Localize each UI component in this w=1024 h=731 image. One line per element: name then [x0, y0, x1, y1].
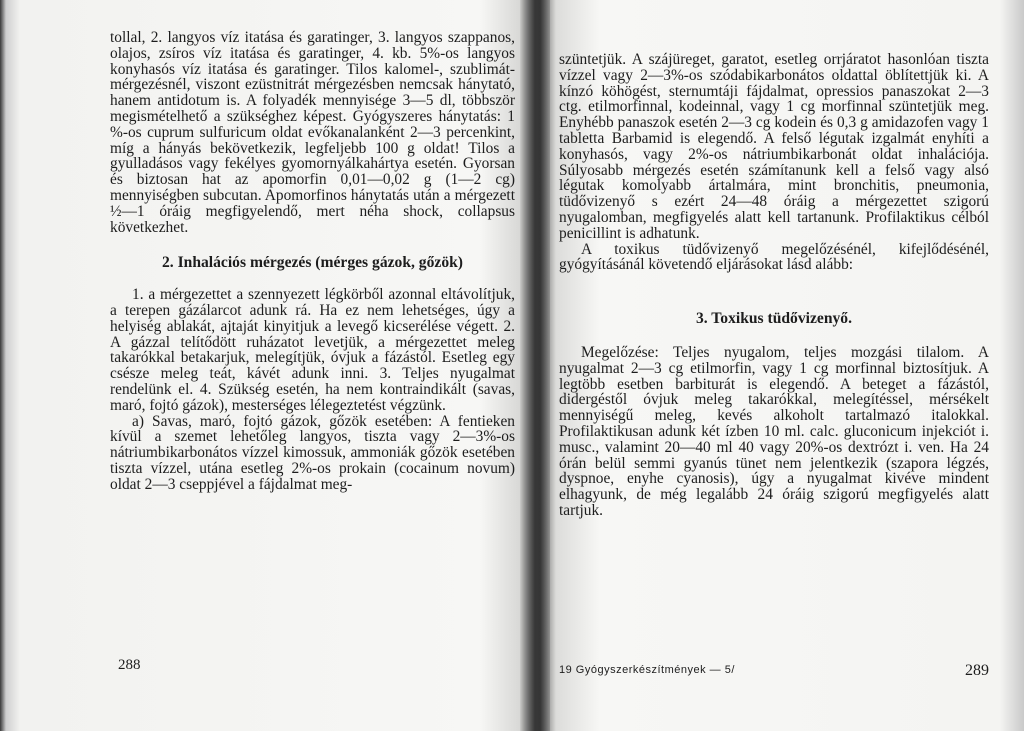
right-page [545, 0, 1024, 731]
left-paragraph-3: a) Savas, maró, fojtó gázok, gőzök esetében: A fentieken kívül a szemet lehetőleg langyos, tiszta vagy 2—3%-os nátriumbikarbonátos vízzel kimossuk, ammoniák gőzök esetében tiszta vízzel, utána esetleg 2%-os prokain (cocainum novum) oldat 2—3 cseppjével a fájdalmat meg- [110, 412, 515, 493]
left-paragraph-2: 1. a mérgezettet a szennyezett légkörből azonnal eltávolítjuk, a terepen gázálarcot adunk rá. Ha ez nem lehetséges, úgy a helyiség ablakát, ajtaját kinyitjuk a levegő kicserélése végett. 2. A gázzal telítődött ruházatot levetjük, a mérgezettet meleg takarókkal betakarjuk, melegítjük, óvjuk a fázástól. Esetleg egy csésze meleg teát, kávét adunk inni. 3. Teljes nyugalmat rendelünk el. 4. Szükség esetén, ha nem kontraindikált (savas, maró, fojtó gázok), mesterséges lélegeztetést végzünk. [110, 286, 515, 414]
left-paragraph-1: tollal, 2. langyos víz itatása és garatinger, 3. langyos szappanos, olajos, zsíros víz itatása és garatinger, 4. kb. 5%-os langyos konyhasós víz itatása és garatinger. Tilos kalomel-, szublimát-mérgezésnél, viszont ezüstnitrát mérgezésben nemcsak hánytató, hanem antidotum is. A folyadék mennyisége 3—5 dl, többször megismételhető a szükséghez képest. Gyógyszeres hánytatás: 1 %-os cuprum sulfuricum oldat evőkanalanként 2—3 percenkint, míg a hányás bekövetkezik, legfeljebb 100 g oldat! Tilos a gyulladásos vagy fekélyes gyomornyálkahártya esetén. Gyorsan és biztosan hat az apomorfin 0,01—0,02 g (1—2 cg) mennyiségben subcutan. Apomorfinos hánytatás után a mérgezett ½—1 óráig megfigyelendő, mert néha shock, collapsus következhet. [110, 29, 515, 236]
right-paragraph-3: Megelőzése: Teljes nyugalom, teljes mozgási tilalom. A nyugalmat 2—3 cg etilmorfin, vagy 1 cg morfinnal biztosítjuk. A legtöbb esetben barbiturát is elegendő. A beteget a fázástól, didergéstől óvjuk meleg takarókkal, melegítéssel, mérsékelt mennyiségű meleg, kevés alkoholt tartalmazó italokkal. Profilaktikusan adunk két ízben 10 ml. calc. gluconicum injekciót i. musc., valamint 20—40 ml 40 vagy 20%-os dextrózt i. ven. Ha 24 órán belül semmi gyanús tünet nem jelentkezik (szapora légzés, dyspnoe, enyhe cyanosis), úgy a nyugalmat kivéve mindent elhagyunk, de még legalább 24 óráig szigorú megfigyelés alatt tartjuk. [559, 343, 989, 519]
right-page-text [559, 52, 989, 519]
section-heading-inhalation: 2. Inhalációs mérgezés (mérges gázok, gőzök) [162, 254, 463, 272]
left-page-text [110, 30, 515, 493]
page-number-right: 289 [965, 662, 989, 679]
right-paragraph-2: A toxikus tüdővizenyő megelőzésénél, kifejlődésénél, gyógyításánál követendő eljárásokat lásd alább: [559, 240, 989, 274]
signature-mark: 19 Gyógyszerkészítmények — 5/ [559, 664, 735, 676]
page-number-left: 288 [118, 657, 141, 673]
right-paragraph-1: szüntetjük. A szájüreget, garatot, esetleg orrjáratot hasonlóan tiszta vízzel vagy 2—3%-os szódabikarbonátos oldattal öblítettjük ki. A kínzó köhögést, sternumtáji fájdalmat, opressios panaszokat 2—3 ctg. etilmorfinnal, kodeinnal, vagy 1 cg morfinnal szüntetjük meg. Enyhébb panaszok esetén 2—3 cg kodein és 0,3 g amidazofen vagy 1 tabletta Barbamid is elegendő. A felső légutak izgalmát enyhíti a konyhasós, vagy 2%-os nátriumbikarbonát oldat inhalációja. Súlyosabb mérgezés esetén számítanunk kell a felső vagy alsó légutak komolyabb ártalmára, mint bronchitis, pneumonia, tüdővizenyő s ezért 24—48 óráig a mérgezettet szigorú nyugalomban, megfigyelés alatt kell tartanunk. Profilaktikus célból penicillint is adhatunk. [559, 51, 989, 242]
section-heading-edema: 3. Toxikus tüdővizenyő. [696, 310, 852, 328]
